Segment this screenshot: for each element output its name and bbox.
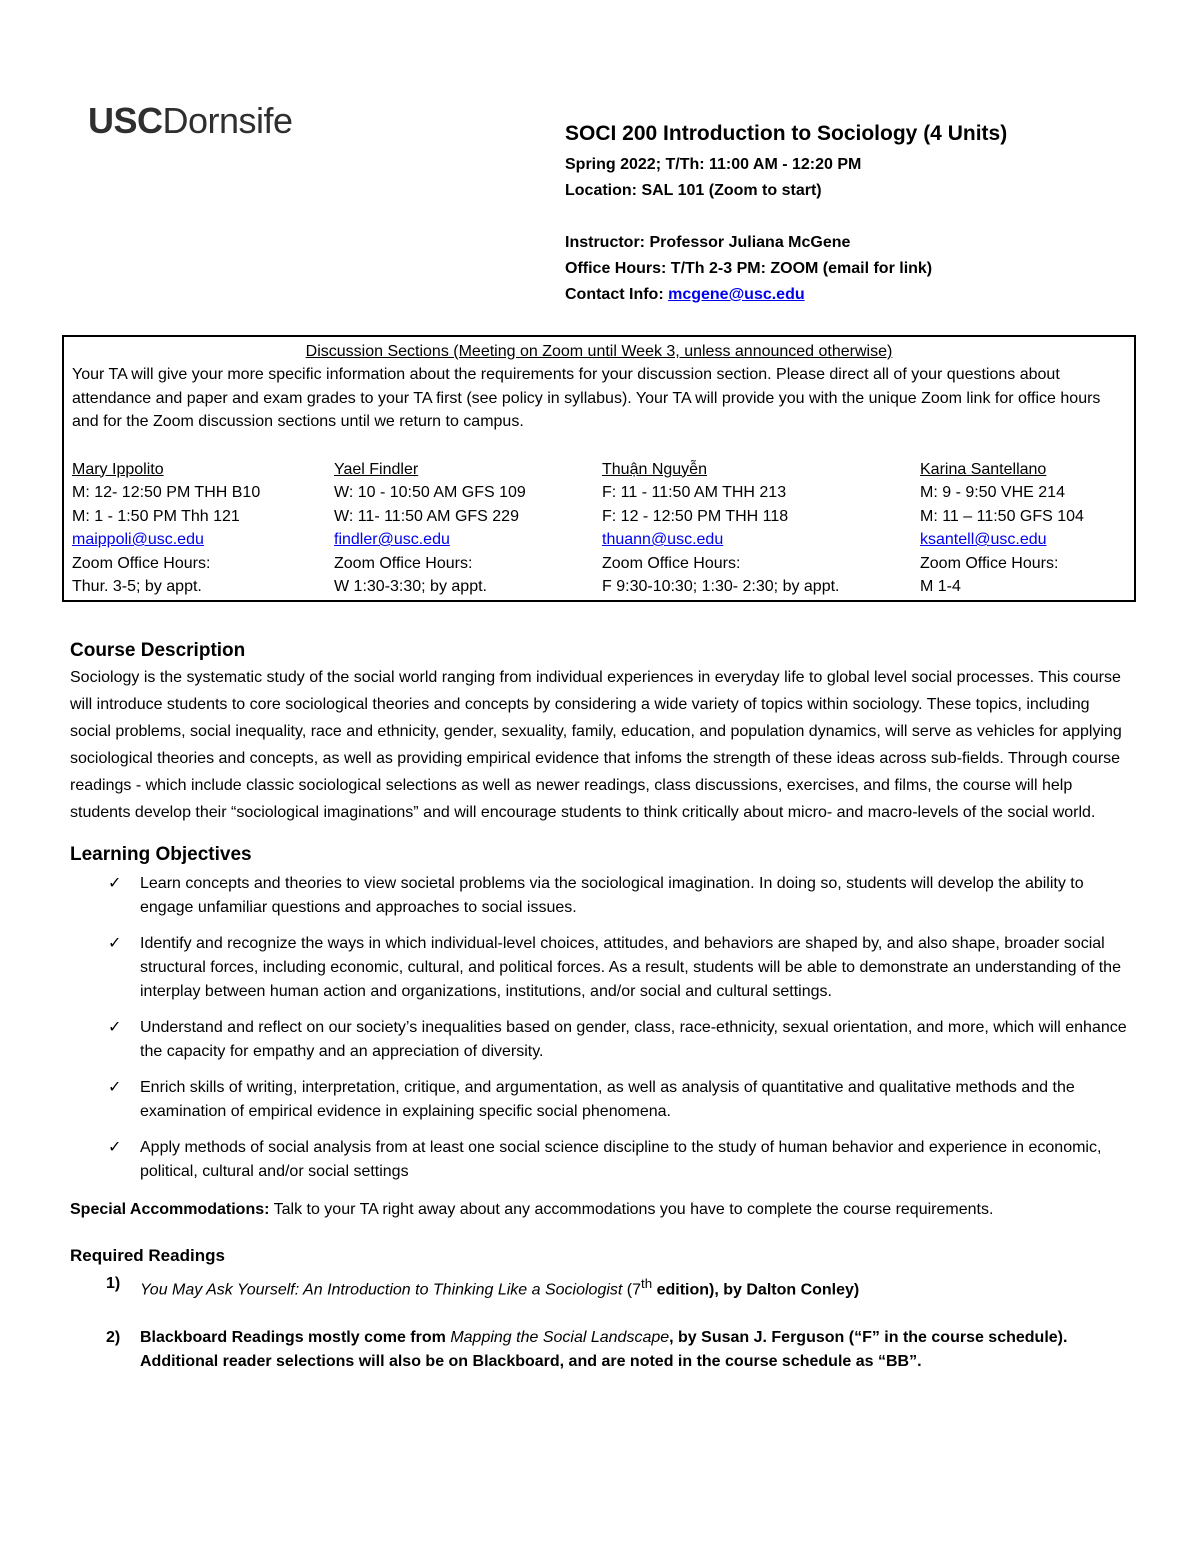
ta-office-hours-label: Zoom Office Hours: <box>602 554 741 572</box>
list-item <box>70 1016 1130 1064</box>
reading-title: You May Ask Yourself: An Introduction to Thinking Like a Sociologist <box>140 1281 623 1299</box>
ta-email-link[interactable]: thuann@usc.edu <box>602 531 724 548</box>
list-item <box>70 932 1130 1004</box>
ta-column <box>920 458 1084 599</box>
objective-text: Apply methods of social analysis from at least one social science discipline to the study of human behavior and experience in economic, political, cultural and/or social settings <box>140 1139 1102 1180</box>
course-description-heading: Course Description <box>70 640 246 661</box>
ta-section: F: 12 - 12:50 PM THH 118 <box>602 507 789 525</box>
objective-text: Identify and recognize the ways in which individual-level choices, attitudes, and behaviors are shaped by, and also shape, broader social structural forces, including economic, cultural, and political forces. As a result, students will be able to demonstrate an understanding of the interplay between human action and organizations, institutions, and/or social and cultural settings. <box>140 935 1121 1000</box>
reading-number: 1) <box>106 1275 121 1292</box>
reading-superscript: th <box>641 1276 653 1291</box>
course-schedule: Spring 2022; T/Th: 11:00 AM - 12:20 PM <box>565 156 862 173</box>
ta-office-hours-label: Zoom Office Hours: <box>920 554 1059 572</box>
course-description-text: Sociology is the systematic study of the social world ranging from individual experiences in everyday life to global level social processes. This course will introduce students to core sociological theories and concepts by considering a wide variety of topics within sociology. These topics, including social problems, social inequality, race and ethnicity, gender, sexuality, family, education, and population dynamics, will serve as vehicles for applying sociological theories and concepts, as well as providing empirical evidence that infoms the strength of these ideas across sub-fields. Through course readings - which include classic sociological selections as well as newer readings, class discussions, exercises, and films, the course will help students develop their “sociological imaginations” and will encourage students to think critically about micro- and macro-levels of the social world. <box>70 669 1122 821</box>
ta-office-hours: F 9:30-10:30; 1:30- 2:30; by appt. <box>602 578 840 595</box>
checkmark-icon: ✓ <box>108 935 122 952</box>
ta-section: M: 1 - 1:50 PM Thh 121 <box>72 507 240 525</box>
ta-column <box>334 458 526 599</box>
course-location: Location: SAL 101 (Zoom to start) <box>565 182 822 199</box>
ta-column <box>72 458 260 599</box>
logo-rest: Dornsife <box>162 100 293 141</box>
instructor: Instructor: Professor Juliana McGene <box>565 234 851 251</box>
list-item <box>70 872 1130 920</box>
special-accommodations <box>70 1198 1130 1222</box>
ta-section: M: 12- 12:50 PM THH B10 <box>72 484 261 501</box>
discussion-heading: Discussion Sections (Meeting on Zoom until Week 3, unless announced otherwise) <box>305 343 893 360</box>
checkmark-icon: ✓ <box>108 1019 122 1036</box>
objective-text: Learn concepts and theories to view societal problems via the sociological imagination. In doing so, students will develop the ability to engage unfamiliar questions and approaches to social issues. <box>140 875 1084 916</box>
instructor-email-link[interactable]: mcgene@usc.edu <box>668 286 805 303</box>
ta-office-hours-label: Zoom Office Hours: <box>72 554 211 572</box>
objective-text: Understand and reflect on our society’s inequalities based on gender, class, race-ethnicity, sexual orientation, and more, which will enhance the capacity for empathy and an appreciation of diversity. <box>140 1019 1127 1060</box>
learning-objectives-list <box>70 872 1130 1184</box>
checkmark-icon: ✓ <box>108 875 122 892</box>
discussion-sections-box <box>62 335 1136 602</box>
ta-section: M: 9 - 9:50 VHE 214 <box>920 484 1065 501</box>
learning-objectives-heading: Learning Objectives <box>70 844 252 865</box>
ta-office-hours: W 1:30-3:30; by appt. <box>334 578 487 595</box>
reading-text: Blackboard Readings mostly come from <box>140 1329 451 1347</box>
special-text: Talk to your TA right away about any accommodations you have to complete the course requirements. <box>269 1201 994 1218</box>
ta-name: Thuận Nguyễn <box>602 460 707 478</box>
course-title: SOCI 200 Introduction to Sociology (4 Units) <box>565 122 1008 145</box>
ta-section: W: 11- 11:50 AM GFS 229 <box>334 507 519 525</box>
ta-email-link[interactable]: ksantell@usc.edu <box>920 531 1047 548</box>
reading-number: 2) <box>106 1329 121 1347</box>
reading-text: (7 <box>622 1281 642 1299</box>
ta-office-hours-label: Zoom Office Hours: <box>334 554 473 572</box>
reading-title: Mapping the Social Landscape <box>450 1329 670 1347</box>
checkmark-icon: ✓ <box>108 1079 122 1096</box>
contact-info <box>565 282 1165 308</box>
ta-name: Karina Santellano <box>920 460 1047 478</box>
checkmark-icon: ✓ <box>108 1139 122 1156</box>
ta-section: F: 11 - 11:50 AM THH 213 <box>602 484 787 501</box>
required-readings-heading: Required Readings <box>70 1246 225 1265</box>
logo-bold: USC <box>88 100 163 141</box>
ta-name: Yael Findler <box>334 460 419 478</box>
list-item <box>70 1076 1130 1124</box>
contact-label: Contact Info: <box>565 286 669 303</box>
course-header <box>565 122 1165 308</box>
ta-email-link[interactable]: maippoli@usc.edu <box>72 531 204 548</box>
readings-list <box>70 1272 1130 1374</box>
objective-text: Enrich skills of writing, interpretation, critique, and argumentation, as well as analysis of quantitative and qualitative methods and the examination of empirical evidence in explaining specific social phenomena. <box>140 1079 1075 1120</box>
usc-dornsife-logo <box>88 100 293 142</box>
special-label: Special Accommodations: <box>70 1201 270 1218</box>
ta-section: W: 10 - 10:50 AM GFS 109 <box>334 484 526 501</box>
discussion-intro: Your TA will give your more specific information about the requirements for your discussion section. Please direct all of your questions about attendance and paper and exam grades to your TA first (see policy in syllabus). Your TA will provide you with the unique Zoom link for office hours and for the Zoom discussion sections until we return to campus. <box>72 366 1101 430</box>
syllabus-body <box>70 638 1130 1398</box>
ta-list <box>72 458 1126 595</box>
list-item <box>70 1326 1130 1374</box>
reading-text: edition), by Dalton Conley) <box>652 1281 860 1299</box>
ta-email-link[interactable]: findler@usc.edu <box>334 531 450 548</box>
ta-section: M: 11 – 11:50 GFS 104 <box>920 507 1084 525</box>
office-hours: Office Hours: T/Th 2-3 PM: ZOOM (email for link) <box>565 260 933 277</box>
ta-name: Mary Ippolito <box>72 460 164 478</box>
list-item <box>70 1136 1130 1184</box>
ta-office-hours: M 1-4 <box>920 578 961 595</box>
reading-text: , by Susan J. Ferguson (“F” in the course schedule). Additional reader selections will also be on Blackboard, and are noted in the course schedule as “BB”. <box>140 1329 1068 1371</box>
ta-office-hours: Thur. 3-5; by appt. <box>72 578 202 595</box>
ta-column <box>602 458 840 599</box>
list-item <box>70 1272 1130 1302</box>
